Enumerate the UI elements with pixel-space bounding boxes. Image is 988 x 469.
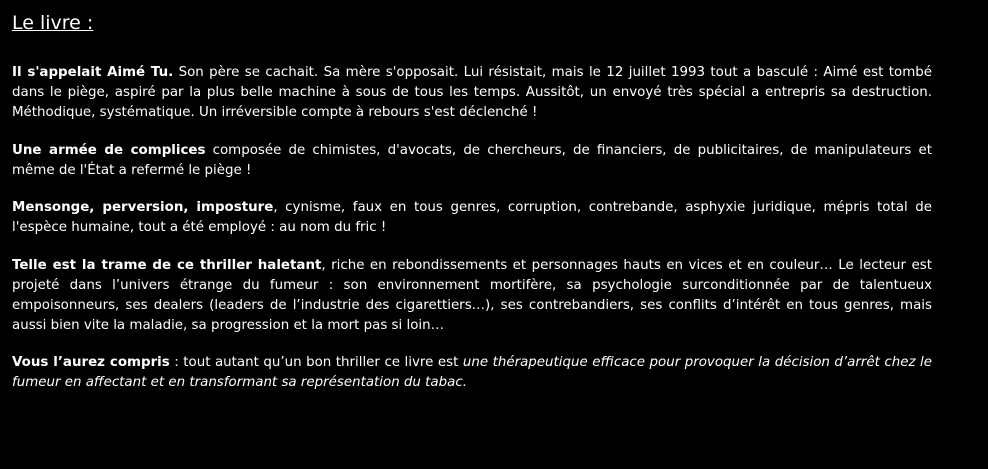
paragraph-conclusion-italic: une thérapeutique efficace pour provoquer la décision d’arrêt chez le fumeur en affectant et en transformant sa représentation du tabac. — [12, 355, 932, 390]
paragraph-thriller — [12, 256, 932, 336]
paragraph-accomplices-lead: Une armée de complices — [12, 142, 206, 158]
paragraph-accomplices-text: composée de chimistes, d'avocats, de chercheurs, de financiers, de publicitaires, de manipulateurs et même de l'État a refermé le piège ! — [12, 142, 932, 178]
paragraph-accomplices — [12, 141, 932, 181]
paragraph-thriller-lead: Telle est la trame de ce thriller haletant — [12, 257, 322, 273]
paragraph-conclusion-lead: Vous l’aurez compris — [12, 355, 170, 370]
paragraph-lies-text: , cynisme, faux en tous genres, corruption, contrebande, asphyxie juridique, mépris total de l'espèce humaine, tout a été employé : au nom du fric ! — [12, 200, 932, 235]
paragraph-lies-lead: Mensonge, perversion, imposture — [12, 200, 274, 215]
paragraph-intro-lead: Il s'appelait Aimé Tu. — [12, 65, 174, 80]
paragraph-intro — [12, 63, 932, 123]
paragraph-conclusion — [12, 353, 932, 393]
paragraph-intro-text: Son père se cachait. Sa mère s'opposait. Lui résistait, mais le 12 juillet 1993 tout a basculé : Aimé est tombé dans le piège, aspiré par la plus belle machine à sous de tous les temps. Aussitôt, un envoyé très spécial a entrepris sa destruction. Méthodique, systématique. Un irréversible compte à rebours s'est déclenché ! — [12, 65, 932, 120]
section-heading-colon: : — [80, 12, 94, 34]
paragraph-thriller-text: , riche en rebondissements et personnages hauts en vices et en couleur… Le lecteur est projeté dans l’univers étrange du fumeur : son environnement mortifère, sa psychologie surconditionnée par de talentueux empoisonneurs, ses dealers (leaders de l’industrie des cigarettiers…), ses contrebandiers, ses conflits d’intérêt en tous genres, mais aussi bien vite la maladie, sa progression et la mort pas si loin… — [12, 257, 932, 333]
paragraph-conclusion-text: : tout autant qu’un bon thriller ce livre est — [169, 355, 463, 370]
section-heading-title: Le livre — [12, 12, 81, 34]
section-heading — [12, 8, 932, 38]
paragraph-lies — [12, 198, 932, 238]
